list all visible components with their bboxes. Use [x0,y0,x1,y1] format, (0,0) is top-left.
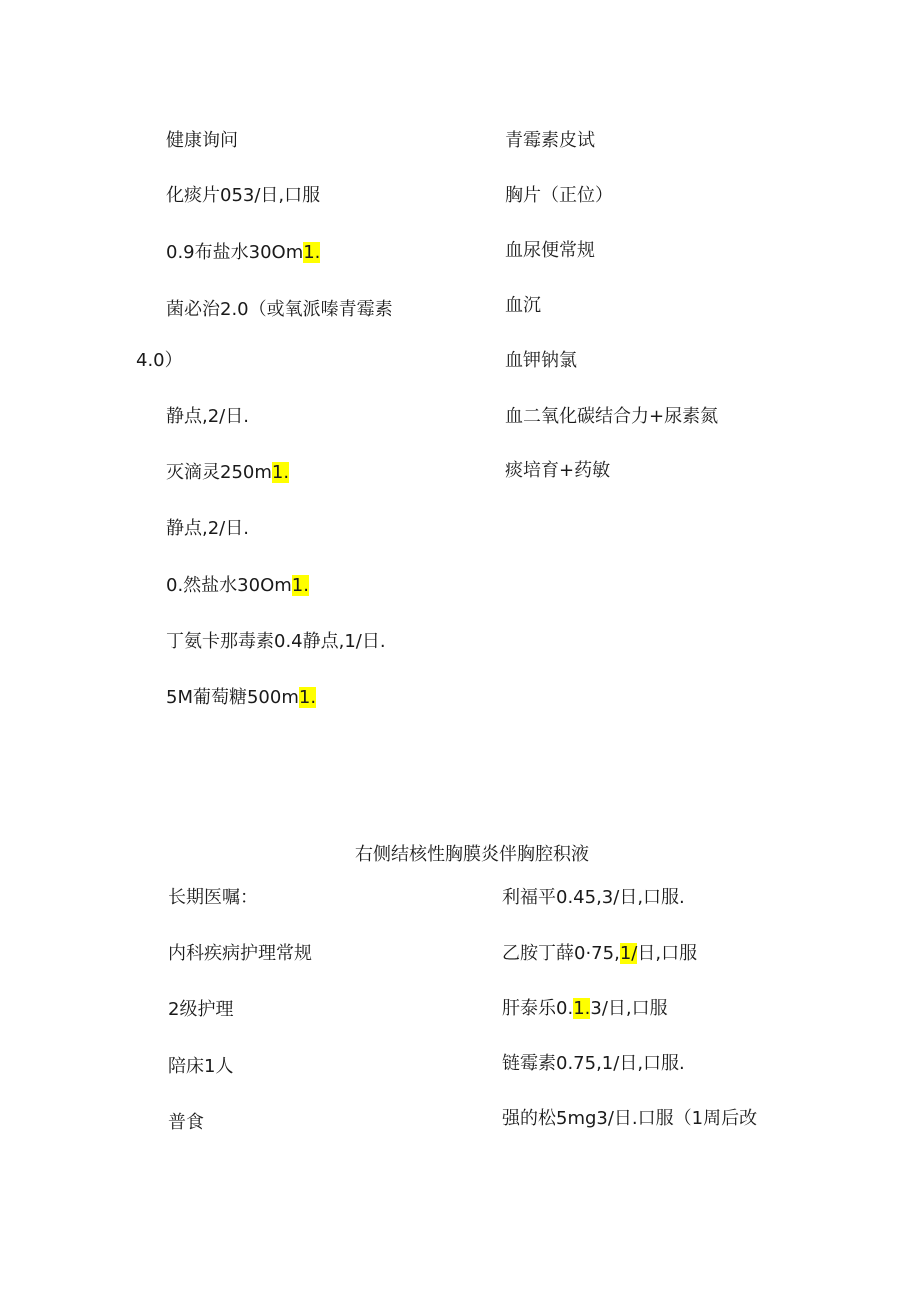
order-line: 普食 [168,1112,204,1133]
medication-line: 链霉素0.75,1/日,口服. [502,1053,685,1074]
order-line: 陪床1人 [168,1056,234,1077]
highlight-mark: 1. [291,575,309,596]
order-line: 0.9布盐水30Om1. [166,242,321,263]
order-line: 健康询问 [166,130,238,151]
order-line: 4.0） [136,350,183,371]
medication-line: 强的松5mg3/日.口服（1周后改 [502,1108,758,1129]
order-line: 长期医嘱： [168,887,258,908]
order-line: 菌必治2.0（或氧派嗪青霉素 [166,299,393,320]
order-line: 静点,2/日. [166,406,249,427]
section-title: 右侧结核性胸膜炎伴胸腔积液 [355,844,589,865]
exam-line: 痰培育+药敏 [505,460,611,481]
exam-line: 胸片（正位） [505,185,613,206]
highlight-mark: 1/ [619,943,638,964]
highlight-mark: 1. [271,462,290,483]
medication-line: 利福平0.45,3/日,口服. [502,887,685,908]
medication-line: 乙胺丁薛0·75,1/日,口服 [502,943,698,964]
exam-line: 青霉素皮试 [505,130,595,151]
order-line: 化痰片053/日,口服 [166,185,321,206]
exam-line: 血二氧化碳结合力+尿素氮 [505,406,719,427]
order-line: 静点,2/日. [166,518,249,539]
order-line: 0.然盐水30Om1. [166,575,309,596]
highlight-mark: 1. [573,998,591,1019]
exam-line: 血钾钠氯 [505,350,577,371]
order-line: 2级护理 [168,999,234,1020]
order-line: 内科疾病护理常规 [168,943,312,964]
highlight-mark: 1. [298,687,317,708]
exam-line: 血尿便常规 [505,240,595,261]
order-line: 5M葡萄糖500m1. [166,687,317,708]
highlight-mark: 1. [303,242,321,263]
exam-line: 血沉 [505,295,541,316]
order-line: 灭滴灵250m1. [166,462,290,483]
medication-line: 肝泰乐0.1.3/日,口服 [502,998,668,1019]
order-line: 丁氨卡那毒素0.4静点,1/日. [166,631,386,652]
